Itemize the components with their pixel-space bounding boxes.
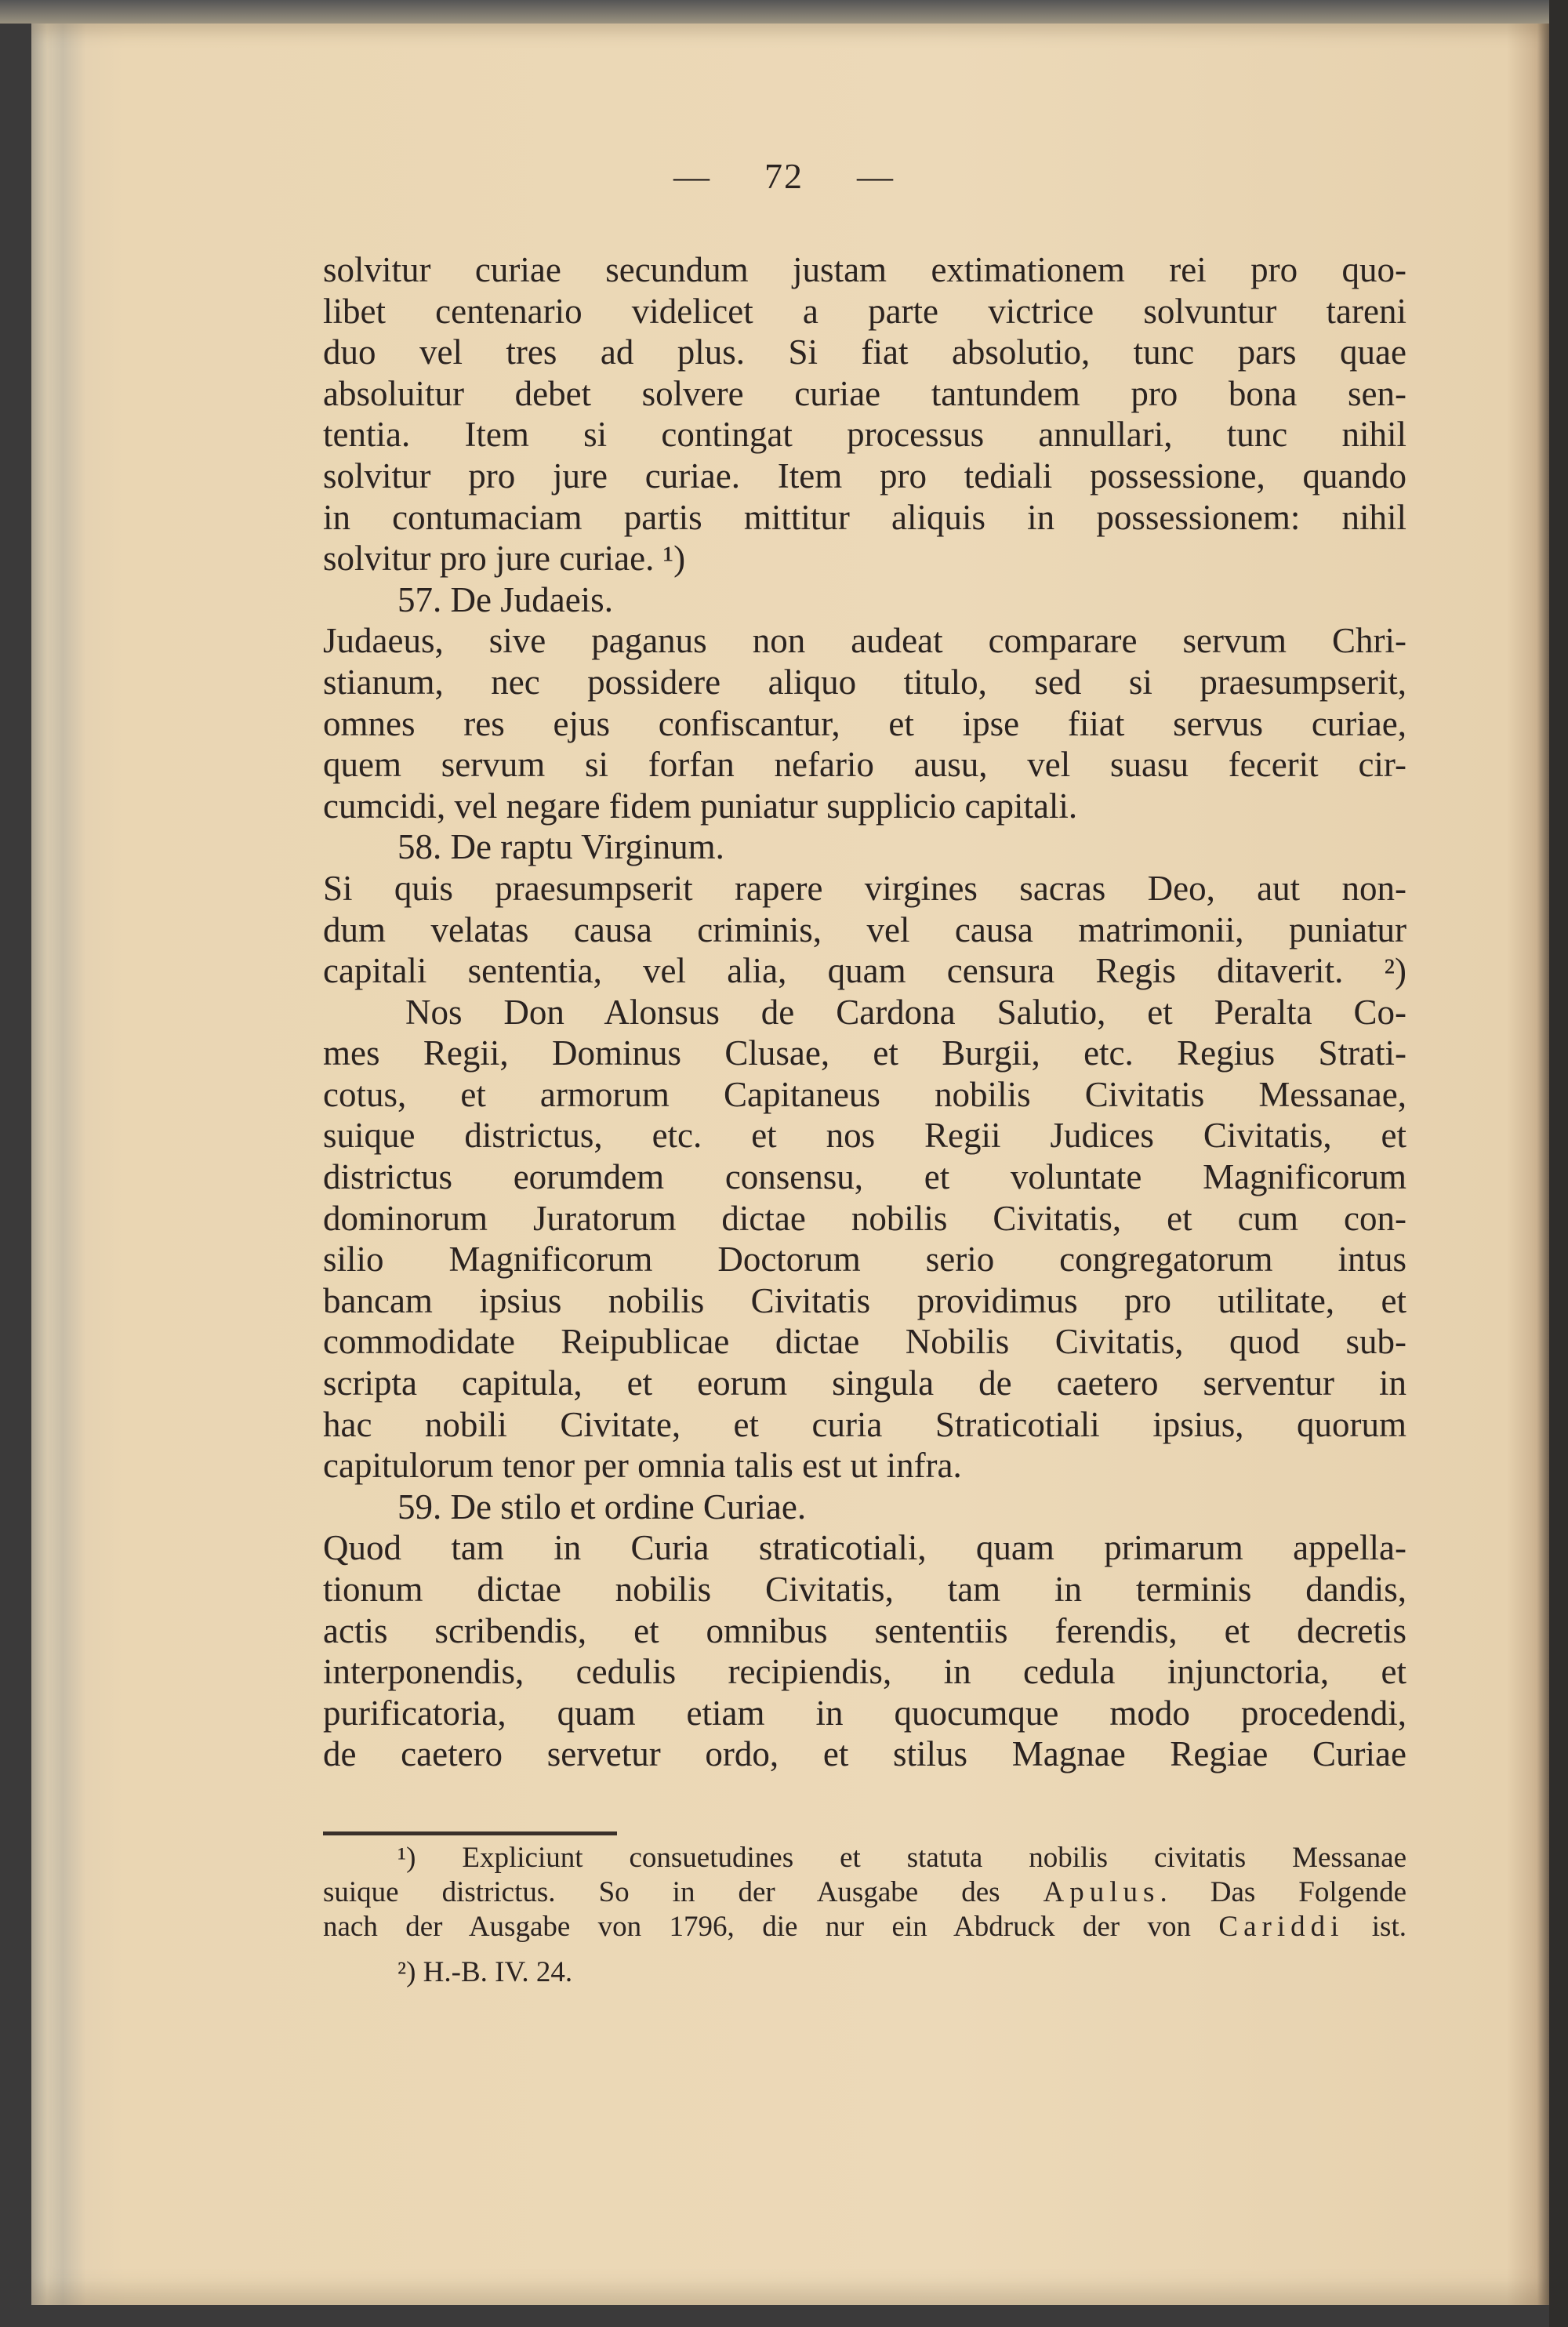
- text-line: dum velatas causa criminis, vel causa matrimonii, puniatur: [323, 909, 1406, 949]
- page-number: 72: [764, 156, 804, 196]
- text-line: quem servum si forfan nefario ausu, vel suasu fecerit cir-: [323, 745, 1406, 785]
- text-line: de caetero servetur ordo, et stilus Magnae Regiae Curiae: [323, 1734, 1406, 1774]
- text-line: scripta capitula, et eorum singula de caetero serventur in: [323, 1363, 1406, 1403]
- text-line: cotus, et armorum Capitaneus nobilis Civitatis Messanae,: [323, 1074, 1406, 1114]
- footnote-text: . Das Folgende: [1160, 1876, 1406, 1908]
- text-line: purificatoria, quam etiam in quocumque modo procedendi,: [323, 1693, 1406, 1733]
- text-line: actis scribendis, et omnibus sententiis ferendis, et decretis: [323, 1610, 1406, 1650]
- text-line: solvitur curiae secundum justam extimationem rei pro quo-: [323, 250, 1406, 289]
- text-line: capitali sententia, vel alia, quam censura Regis ditaverit. ²): [323, 951, 1406, 991]
- header-dash-right: —: [857, 156, 895, 196]
- footnote-text: ist.: [1344, 1911, 1406, 1943]
- text-line: suique districtus, etc. et nos Regii Judices Civitatis, et: [323, 1116, 1406, 1156]
- text-line: solvitur pro jure curiae. Item pro tediali possessione, quando: [323, 456, 1406, 496]
- text-line: Si quis praesumpserit rapere virgines sacras Deo, aut non-: [323, 868, 1406, 908]
- footnote-1-line: [323, 1875, 1406, 1910]
- page-header: [0, 155, 1568, 197]
- body-text: [323, 249, 1406, 1775]
- footnote-text: nach der Ausgabe von 1796, die nur ein Abdruck der von: [323, 1911, 1219, 1943]
- text-line: stianum, nec possidere aliquo titulo, sed si praesumpserit,: [323, 662, 1406, 702]
- footnote-text: suique districtus. So in der Ausgabe des: [323, 1876, 1044, 1908]
- text-line: silio Magnificorum Doctorum serio congregatorum intus: [323, 1240, 1406, 1280]
- footnote-name-cariddi: Cariddi: [1218, 1911, 1345, 1943]
- footnote-name-apulus: Apulus: [1043, 1876, 1160, 1908]
- text-line: commodidate Reipublicae dictae Nobilis Civitatis, quod sub-: [323, 1322, 1406, 1362]
- text-line: hac nobili Civitate, et curia Straticotiali ipsius, quorum: [323, 1404, 1406, 1444]
- footnote-1-line: [323, 1910, 1406, 1944]
- section-heading: 59. De stilo et ordine Curiae.: [397, 1487, 807, 1527]
- section-heading: 57. De Judaeis.: [397, 579, 613, 619]
- text-line: cumcidi, vel negare fidem puniatur supplicio capitali.: [323, 786, 1078, 826]
- scan-top-edge: [0, 0, 1568, 24]
- text-line: dominorum Juratorum dictae nobilis Civitatis, et cum con-: [323, 1198, 1406, 1238]
- text-line: Judaeus, sive paganus non audeat comparare servum Chri-: [323, 621, 1406, 661]
- footnote-2: ²) H.-B. IV. 24.: [397, 1956, 573, 1988]
- footnotes: [323, 1841, 1406, 1990]
- text-line: solvitur pro jure curiae. ¹): [323, 539, 686, 579]
- footnote-rule: [323, 1831, 617, 1835]
- text-line: districtus eorumdem consensu, et voluntate Magnificorum: [323, 1157, 1406, 1197]
- text-line: omnes res ejus confiscantur, et ipse fiiat servus curiae,: [323, 703, 1406, 743]
- text-line: tentia. Item si contingat processus annullari, tunc nihil: [323, 415, 1406, 455]
- text-line: interponendis, cedulis recipiendis, in cedula injunctoria, et: [323, 1652, 1406, 1692]
- header-dash-left: —: [673, 156, 711, 196]
- text-line: absoluitur debet solvere curiae tantundem pro bona sen-: [323, 373, 1406, 413]
- text-line: Nos Don Alonsus de Cardona Salutio, et Peralta Co-: [405, 992, 1406, 1032]
- text-line: capitulorum tenor per omnia talis est ut infra.: [323, 1446, 962, 1486]
- text-line: in contumaciam partis mittitur aliquis in possessionem: nihil: [323, 497, 1406, 537]
- text-line: libet centenario videlicet a parte victrice solvuntur tareni: [323, 291, 1406, 331]
- section-heading: 58. De raptu Virginum.: [397, 827, 724, 867]
- text-line: bancam ipsius nobilis Civitatis providimus pro utilitate, et: [323, 1280, 1406, 1320]
- text-line: Quod tam in Curia straticotiali, quam primarum appella-: [323, 1528, 1406, 1568]
- footnote-1-line: ¹) Expliciunt consuetudines et statuta nobilis civitatis Messanae: [397, 1842, 1406, 1874]
- text-line: tionum dictae nobilis Civitatis, tam in terminis dandis,: [323, 1570, 1406, 1609]
- text-line: mes Regii, Dominus Clusae, et Burgii, etc. Regius Strati-: [323, 1033, 1406, 1073]
- text-line: duo vel tres ad plus. Si fiat absolutio, tunc pars quae: [323, 332, 1406, 372]
- scan-right-edge: [1549, 0, 1568, 2327]
